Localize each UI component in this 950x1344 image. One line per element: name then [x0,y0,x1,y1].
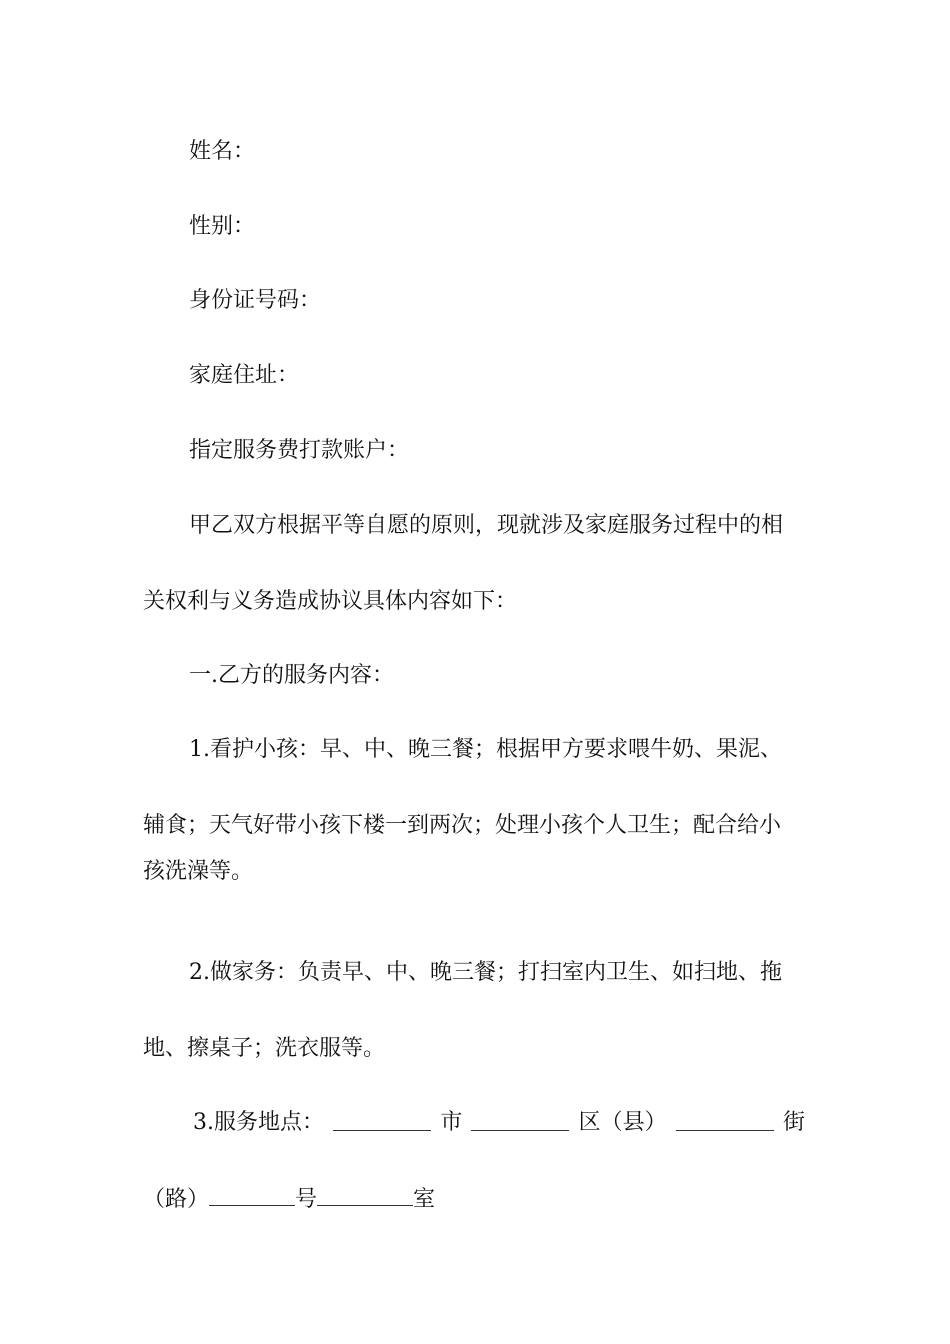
road-label: （路） [143,1187,210,1212]
house-number-blank[interactable] [209,1183,295,1206]
room-blank[interactable] [317,1183,413,1206]
section-1-heading: 一.乙方的服务内容： [189,663,394,688]
street-label: 街 [782,1110,805,1135]
field-payment-account-label: 指定服务费打款账户： [189,438,410,463]
intro-line-1: 甲乙双方根据平等自愿的原则，现就涉及家庭服务过程中的相 [189,513,784,538]
field-gender-label: 性别： [189,214,256,239]
item-2-line-2: 地、擦桌子；洗衣服等。 [143,1036,386,1061]
item-1-line-1: 1.看护小孩：早、中、晚三餐；根据甲方要求喂牛奶、果泥、 [189,737,782,762]
street-blank[interactable] [676,1108,774,1131]
field-id-number-label: 身份证号码： [189,288,322,313]
item-1-line-2: 辅食；天气好带小孩下楼一到两次；处理小孩个人卫生；配合给小 [143,813,782,838]
item-1-line-3: 孩洗澡等。 [143,859,254,884]
item-3-address-line-1 [193,1108,805,1138]
district-label: 区（县） [578,1110,667,1135]
city-blank[interactable] [333,1108,431,1131]
field-name-label: 姓名： [189,139,256,164]
intro-line-2: 关权利与义务造成协议具体内容如下： [143,589,518,614]
item-2-line-1: 2.做家务：负责早、中、晚三餐；打扫室内卫生、如扫地、拖 [189,960,782,985]
number-label: 号 [295,1187,318,1212]
item-3-address-line-2 [143,1183,813,1215]
field-home-address-label: 家庭住址： [189,363,300,388]
service-location-label: 3.服务地点： [193,1110,324,1135]
district-blank[interactable] [471,1108,569,1131]
room-label: 室 [413,1187,436,1212]
city-label: 市 [440,1110,463,1135]
